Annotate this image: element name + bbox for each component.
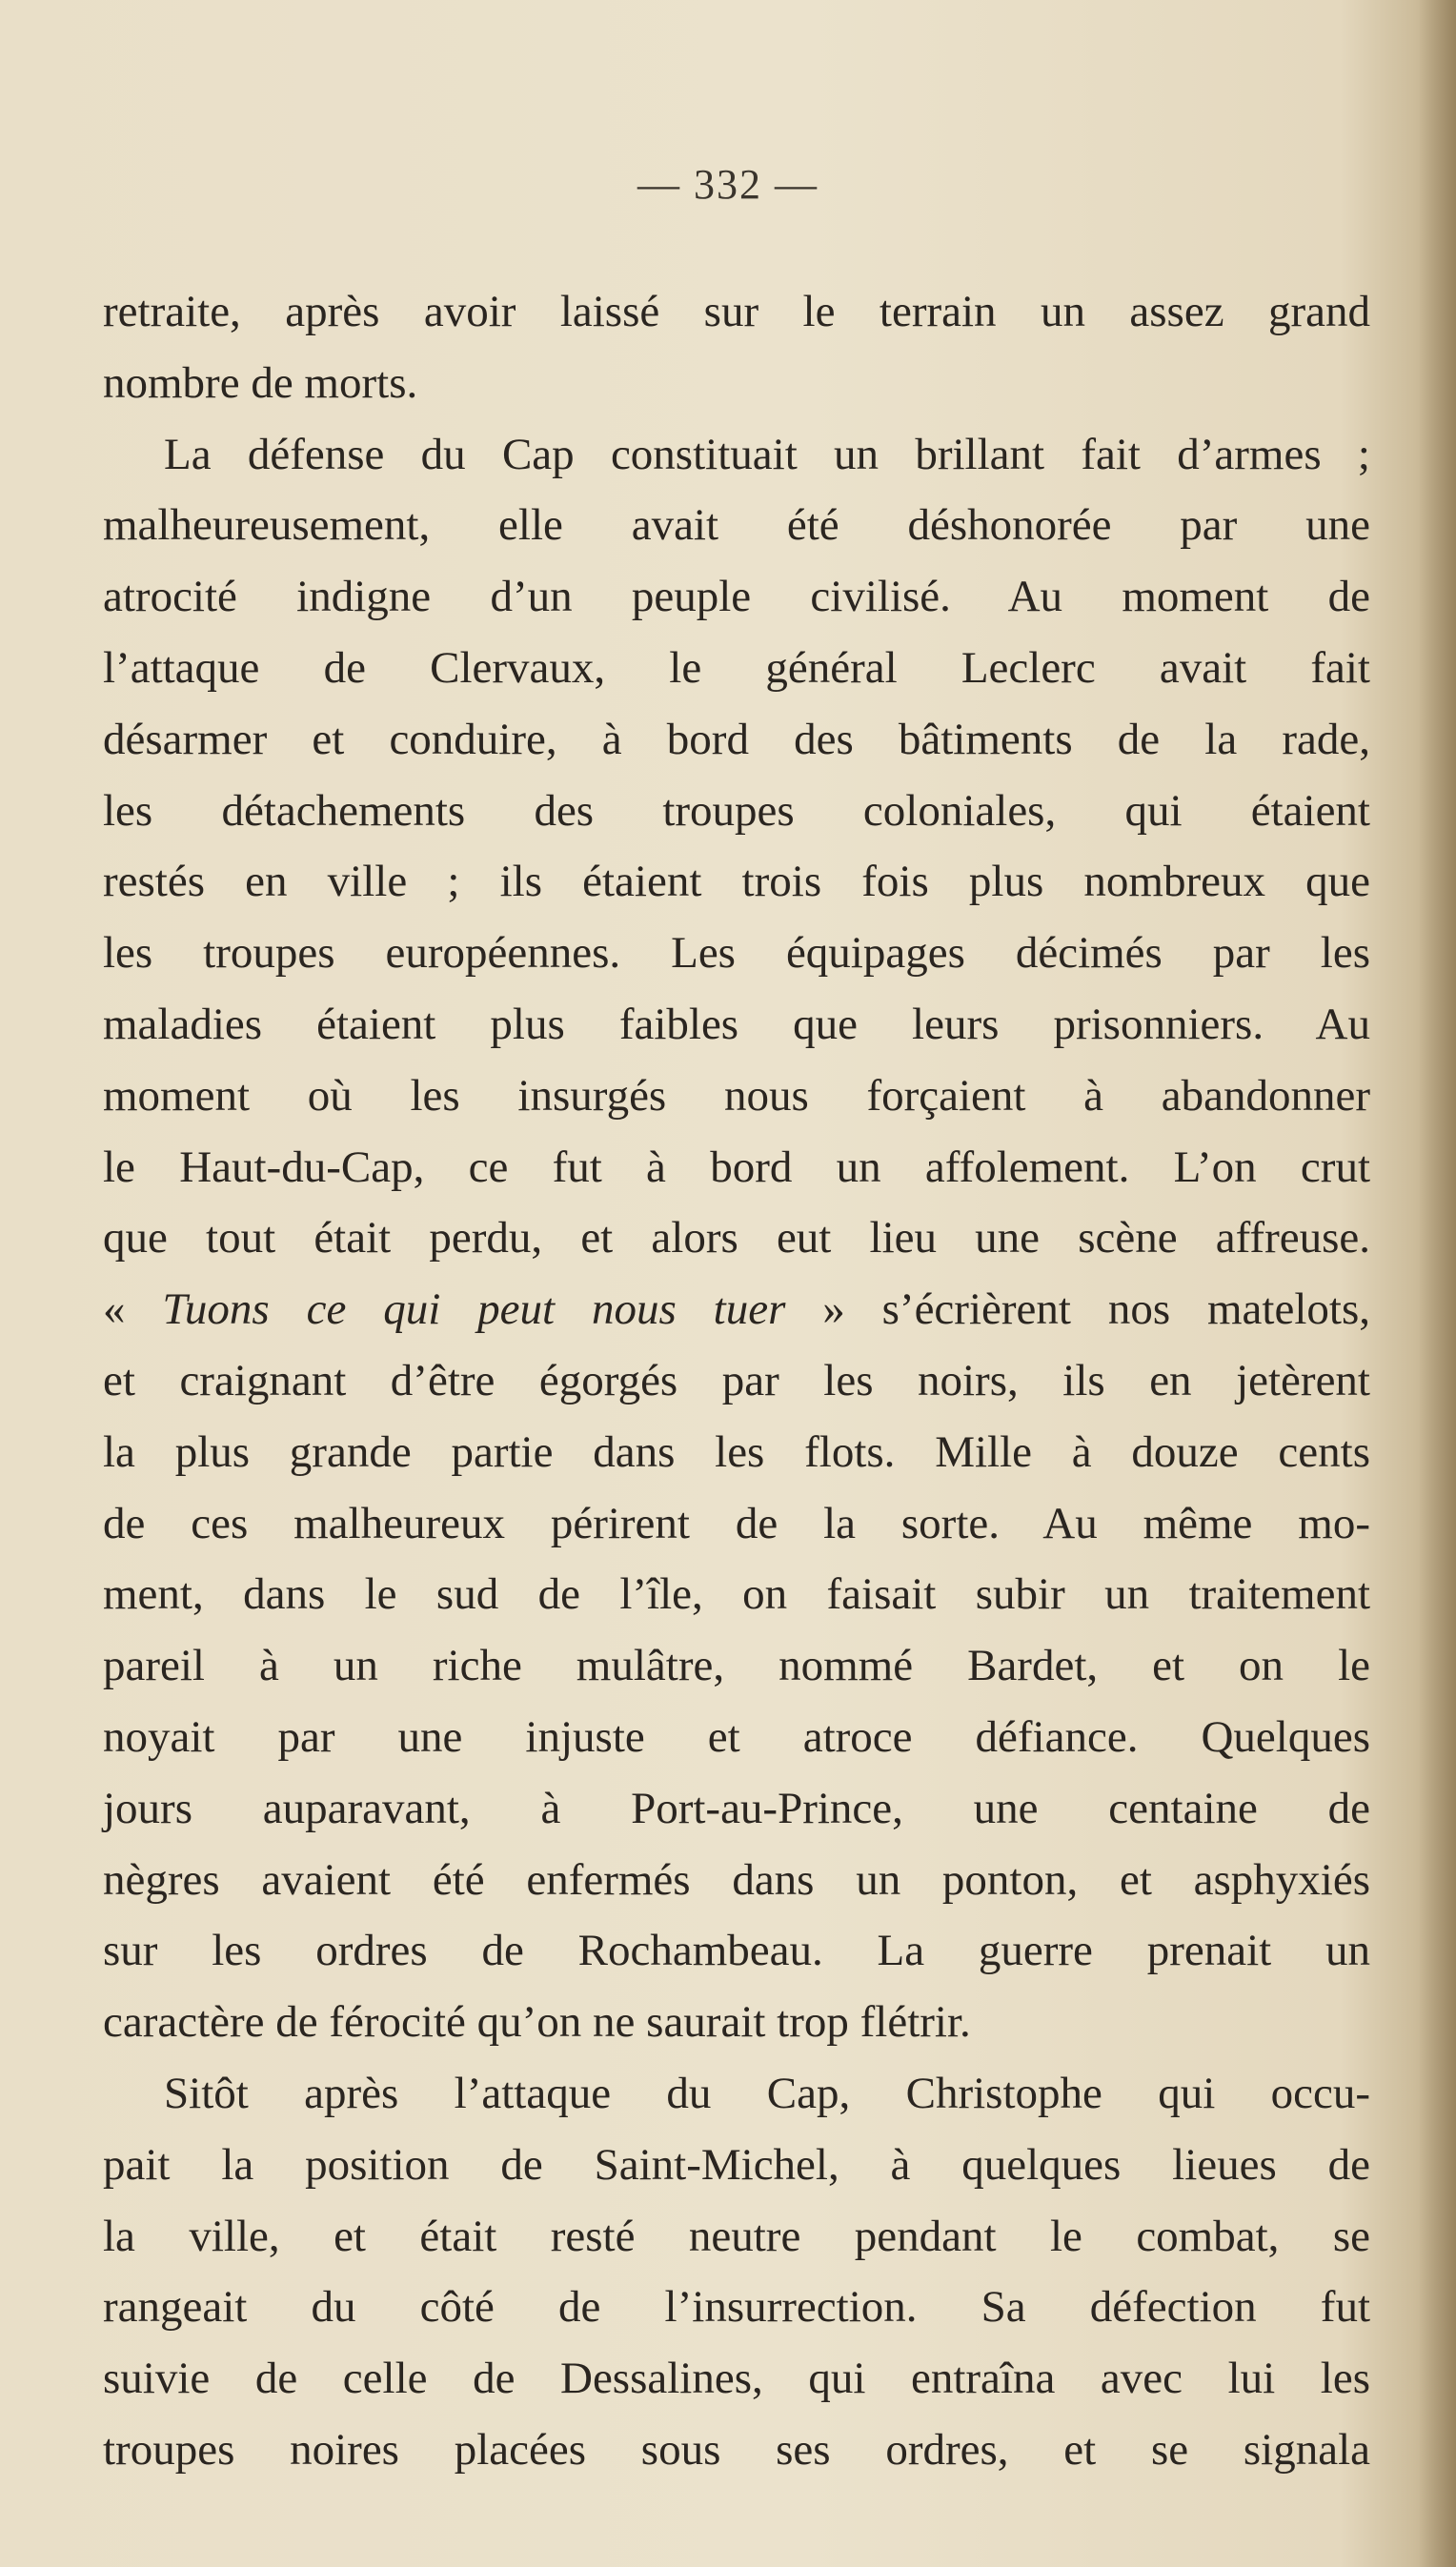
text-line: Sitôt après l’attaque du Cap, Christophe qui occu-	[164, 2068, 1370, 2118]
text-line: suivie de celle de Dessalines, qui entraîna avec lui les	[103, 2354, 1370, 2404]
text-line: noyait par une injuste et atroce défiance. Quelques	[103, 1711, 1370, 1762]
text-line: caractère de férocité qu’on ne saurait trop flétrir.	[103, 1997, 971, 2048]
quote-open: «	[103, 1284, 163, 1335]
text-line: malheureusement, elle avait été déshonorée par une	[103, 500, 1370, 551]
text-line: sur les ordres de Rochambeau. La guerre prenait un	[103, 1926, 1370, 1976]
text-line: jours auparavant, à Port-au-Prince, une centaine de	[103, 1783, 1370, 1833]
text-line: atrocité indigne d’un peuple civilisé. Au moment de	[103, 572, 1370, 622]
italic-quote: Tuons ce qui peut nous tuer	[162, 1284, 786, 1335]
text-line: nègres avaient été enfermés dans un ponton, et asphyxiés	[103, 1854, 1370, 1905]
text-line: retraite, après avoir laissé sur le terrain un assez grand	[103, 287, 1370, 336]
quote-close: » s’écrièrent nos matelots,	[785, 1284, 1370, 1335]
text-line: pareil à un riche mulâtre, nommé Bardet, et on le	[103, 1641, 1370, 1691]
text-line: troupes noires placées sous ses ordres, et se signala	[103, 2424, 1370, 2475]
text-line: et craignant d’être égorgés par les noirs, ils en jetèrent	[103, 1355, 1370, 1405]
text-line: pait la position de Saint-Michel, à quelques lieues de	[103, 2139, 1370, 2190]
text-line: la ville, et était resté neutre pendant le combat, se	[103, 2211, 1370, 2261]
text-line: désarmer et conduire, à bord des bâtiments de la rade,	[103, 714, 1370, 764]
page-number: — 332 —	[637, 161, 819, 208]
text-line: nombre de morts.	[103, 357, 418, 408]
text-line: les troupes européennes. Les équipages décimés par les	[103, 928, 1370, 979]
text-line: la plus grande partie dans les flots. Mille à douze cents	[103, 1426, 1370, 1477]
text-line	[103, 1274, 1370, 1345]
text-line: l’attaque de Clervaux, le général Leclerc avait fait	[103, 642, 1370, 693]
body-text	[103, 276, 1370, 2486]
text-line: ment, dans le sud de l’île, on faisait subir un traitement	[103, 1569, 1370, 1620]
text-line: La défense du Cap constituait un brillant fait d’armes ;	[164, 429, 1370, 479]
text-line: rangeait du côté de l’insurrection. Sa défection fut	[103, 2282, 1370, 2333]
text-line: les détachements des troupes coloniales, qui étaient	[103, 785, 1370, 836]
text-line: de ces malheureux périrent de la sorte. Au même mo-	[103, 1498, 1370, 1548]
page-edge-shadow	[1418, 0, 1456, 2567]
text-line: que tout était perdu, et alors eut lieu une scène affreuse.	[103, 1213, 1370, 1263]
text-line: moment où les insurgés nous forçaient à abandonner	[103, 1070, 1370, 1121]
text-line: maladies étaient plus faibles que leurs prisonniers. Au	[103, 999, 1370, 1049]
text-line: restés en ville ; ils étaient trois fois plus nombreux que	[103, 857, 1370, 907]
text-line: le Haut-du-Cap, ce fut à bord un affolement. L’on crut	[103, 1142, 1370, 1192]
